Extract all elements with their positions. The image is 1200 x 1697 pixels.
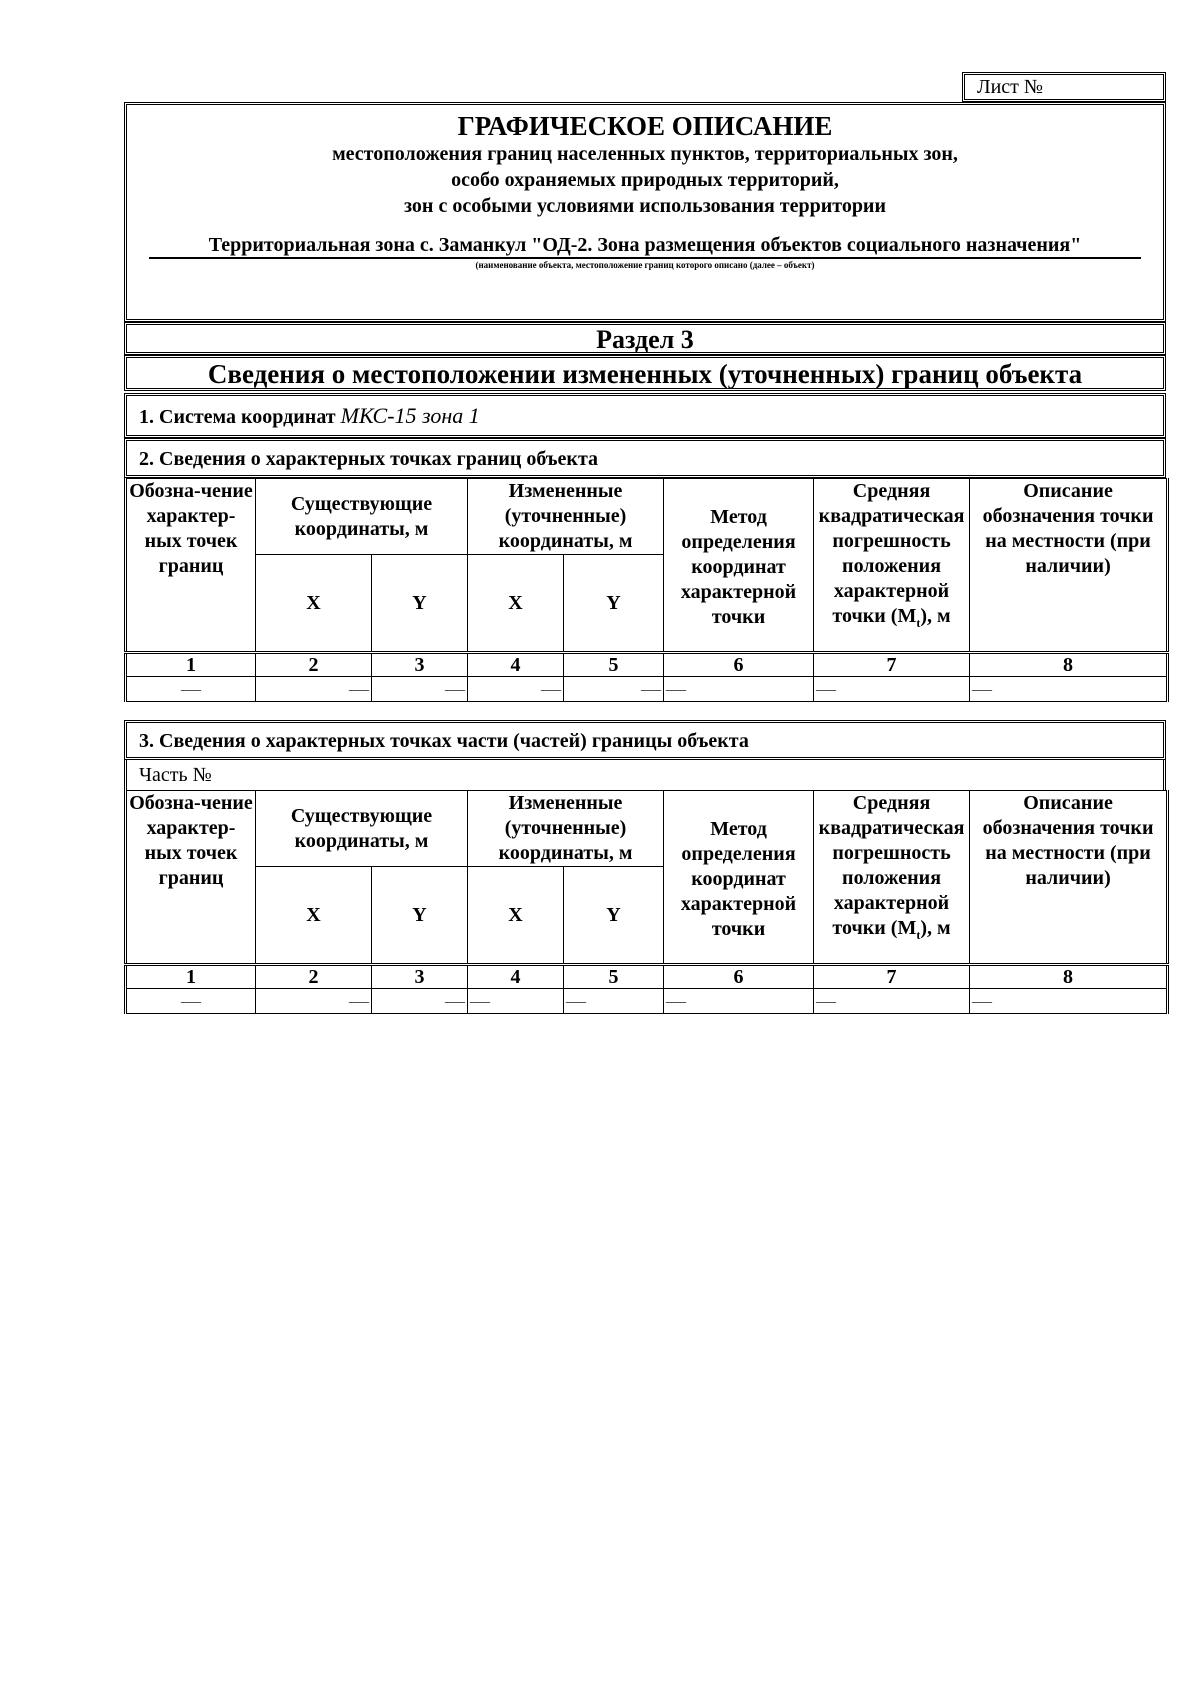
header-error-text: Средняя квадратическая погрешность положения характерной точки (M bbox=[818, 792, 965, 939]
column-number: 7 bbox=[814, 653, 970, 677]
table-cell: — bbox=[564, 677, 664, 702]
column-number: 1 bbox=[126, 965, 256, 989]
header-error-subscript: t bbox=[916, 616, 921, 630]
header-error-unit: ), м bbox=[920, 917, 951, 939]
table-cell: — bbox=[256, 989, 372, 1014]
header-method: Метод определения координат характерной точки bbox=[664, 479, 814, 653]
section-title: Раздел 3 bbox=[124, 322, 1166, 355]
table-cell: — bbox=[970, 989, 1168, 1014]
object-name-hint: (наименование объекта, местоположение границ которого описано (далее – объект) bbox=[475, 260, 815, 270]
header-description: Описание обозначения точки на местности (при наличии) bbox=[970, 791, 1168, 965]
header-existing-x: X bbox=[256, 555, 372, 653]
header-error bbox=[814, 479, 970, 653]
object-name: Территориальная зона с. Заманкул "ОД-2. Зона размещения объектов социального назначения" bbox=[208, 234, 1082, 256]
header-designation: Обозна-чение характер-ных точек границ bbox=[126, 791, 256, 965]
header-description: Описание обозначения точки на местности (при наличии) bbox=[970, 479, 1168, 653]
column-number: 5 bbox=[564, 965, 664, 989]
column-number: 2 bbox=[256, 653, 372, 677]
header-existing-x: X bbox=[256, 867, 372, 965]
document-title: ГРАФИЧЕСКОЕ ОПИСАНИЕ bbox=[457, 111, 833, 141]
table-cell: — bbox=[468, 989, 564, 1014]
part-block-title: 3. Сведения о характерных точках части (частей) границы объекта bbox=[124, 720, 1166, 760]
column-number: 7 bbox=[814, 965, 970, 989]
table-cell: — bbox=[372, 989, 468, 1014]
document-subtitle-line-1: местоположения границ населенных пунктов, территориальных зон, bbox=[332, 143, 958, 165]
header-error-unit: ), м bbox=[920, 605, 951, 627]
table-cell: — bbox=[564, 989, 664, 1014]
header-error bbox=[814, 791, 970, 965]
column-number: 3 bbox=[372, 653, 468, 677]
header-error-subscript: t bbox=[916, 928, 921, 942]
table-row bbox=[126, 677, 1168, 702]
table-cell: — bbox=[970, 677, 1168, 702]
table-cell: — bbox=[664, 989, 814, 1014]
header-existing-coords: Существующие координаты, м bbox=[256, 791, 468, 867]
table-row bbox=[126, 989, 1168, 1014]
coordinate-system-value: МКС-15 зона 1 bbox=[340, 403, 480, 428]
points-table bbox=[124, 478, 1169, 702]
header-changed-coords: Измененные (уточненные) координаты, м bbox=[468, 479, 664, 555]
column-number: 6 bbox=[664, 653, 814, 677]
section-subtitle: Сведения о местоположении измененных (уточненных) границ объекта bbox=[124, 355, 1166, 391]
coordinate-system bbox=[124, 393, 1166, 438]
table-cell: — bbox=[814, 989, 970, 1014]
sheet-number-box: Лист № bbox=[962, 72, 1166, 102]
column-number: 4 bbox=[468, 965, 564, 989]
column-number: 1 bbox=[126, 653, 256, 677]
header-changed-coords: Измененные (уточненные) координаты, м bbox=[468, 791, 664, 867]
header-changed-y: Y bbox=[564, 867, 664, 965]
header-changed-y: Y bbox=[564, 555, 664, 653]
document-subtitle-line-2: особо охраняемых природных территорий, bbox=[451, 169, 839, 191]
column-number: 8 bbox=[970, 653, 1168, 677]
column-number: 4 bbox=[468, 653, 564, 677]
header-existing-coords: Существующие координаты, м bbox=[256, 479, 468, 555]
document-subtitle-line-3: зон с особыми условиями использования территории bbox=[404, 195, 886, 217]
header-existing-y: Y bbox=[372, 867, 468, 965]
column-number: 2 bbox=[256, 965, 372, 989]
header-changed-x: X bbox=[468, 555, 564, 653]
table-cell: — bbox=[664, 677, 814, 702]
column-number: 5 bbox=[564, 653, 664, 677]
document-header bbox=[124, 102, 1166, 322]
table-cell: — bbox=[814, 677, 970, 702]
part-points-table bbox=[124, 790, 1169, 1014]
table-cell: — bbox=[126, 677, 256, 702]
header-error-text: Средняя квадратическая погрешность положения характерной точки (M bbox=[818, 480, 965, 627]
column-number: 6 bbox=[664, 965, 814, 989]
column-number: 8 bbox=[970, 965, 1168, 989]
column-number: 3 bbox=[372, 965, 468, 989]
coordinate-system-label: 1. Система координат bbox=[139, 406, 336, 428]
header-existing-y: Y bbox=[372, 555, 468, 653]
part-number-label: Часть № bbox=[124, 760, 1166, 790]
table-cell: — bbox=[468, 677, 564, 702]
table-cell: — bbox=[372, 677, 468, 702]
header-changed-x: X bbox=[468, 867, 564, 965]
header-designation: Обозна-чение характер-ных точек границ bbox=[126, 479, 256, 653]
points-block-title: 2. Сведения о характерных точках границ объекта bbox=[124, 438, 1166, 478]
table-cell: — bbox=[256, 677, 372, 702]
table-cell: — bbox=[126, 989, 256, 1014]
header-method: Метод определения координат характерной точки bbox=[664, 791, 814, 965]
